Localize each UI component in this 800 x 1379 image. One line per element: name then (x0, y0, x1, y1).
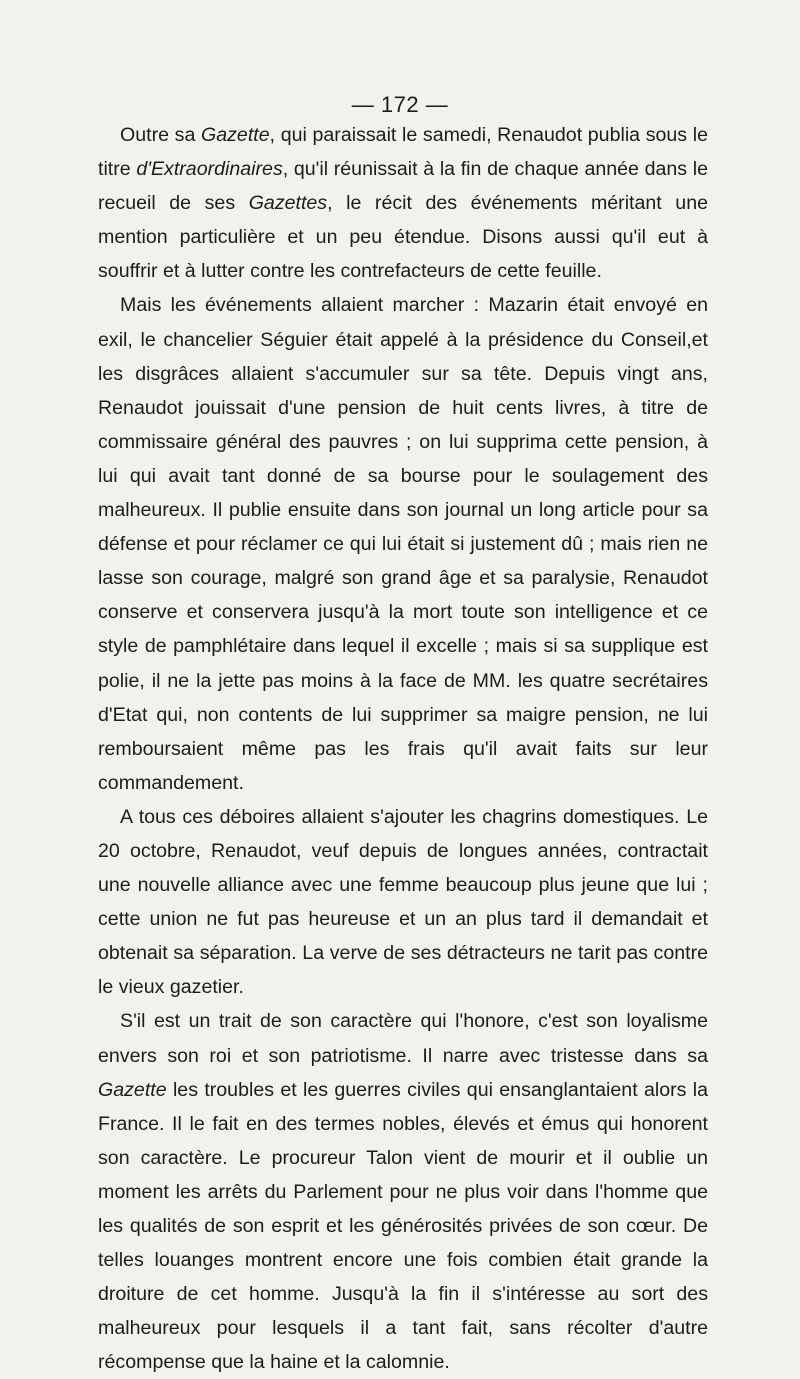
paragraph-1 (98, 118, 708, 288)
body-text (98, 118, 708, 1379)
italic-title-gazette: Gazette (201, 124, 270, 146)
italic-title-extraordinaires: d'Extraordinaires (136, 158, 283, 181)
paragraph-4 (98, 1004, 708, 1379)
text-segment: , le récit des événements méritant une mention particulière et un peu étendue. Disons aussi qu'il eut à souffrir et à lutter contre les contrefacteurs de cette feuille. (98, 192, 708, 283)
paragraph-2 (98, 288, 708, 799)
text-segment: les troubles et les guerres civiles qui ensanglantaient alors la France. Il le fait en des termes nobles, élevés et émus qui honorent son caractère. Le procureur Talon vient de mourir et il oublie un moment les arrêts du Parlement pour ne plus voir dans l'homme que les qualités de son esprit et les générosités privées de son cœur. De telles louanges montrent encore une fois combien était grande la droiture de cet homme. Jusqu'à la fin il s'intéresse au sort des malheureux pour lesquels il a tant fait, sans récolter d'autre récompense que la haine et la calomnie. (98, 1078, 708, 1374)
text-segment: , qui paraissait le samedi, Renaudot publia sous le titre (98, 124, 709, 181)
text-segment: S'il est un trait de son caractère qui l'honore, c'est son loyalisme envers son roi et son patriotisme. Il narre avec tristesse dans sa (98, 1010, 708, 1067)
text-segment: Mais les événements allaient marcher : Mazarin était envoyé en exil, le chancelier Séguier était appelé à la présidence du Conseil,et les disgrâces allaient s'accumuler sur sa tête. Depuis vingt ans, Renaudot jouissait d'une pension de huit cents livres, à titre de commissaire général des pauvres ; on lui supprima cette pension, à lui qui avait tant donné de sa bourse pour le soulagement des malheureux. Il publie ensuite dans son journal un long article pour sa défense et pour réclamer ce qui lui était si justement dû ; mais rien ne lasse son courage, malgré son grand âge et sa paralysie, Renaudot conserve et conservera jusqu'à la mort toute son intelligence et ce style de pamphlétaire dans lequel il excelle ; mais si sa supplique est polie, il ne la jette pas moins à la face de MM. les quatre secrétaires d'Etat qui, non contents de lui supprimer sa maigre pension, ne lui remboursaient même pas les frais qu'il avait faits sur leur commandement. (98, 294, 708, 794)
italic-title-gazettes: Gazettes (248, 192, 328, 215)
italic-title-gazette: Gazette (98, 1078, 167, 1101)
text-segment: Outre sa (120, 124, 201, 146)
paragraph-3 (98, 800, 708, 1005)
text-segment: , qu'il réunissait à la fin de chaque année dans le recueil de ses (98, 158, 709, 215)
text-segment: A tous ces déboires allaient s'ajouter les chagrins domestiques. Le 20 octobre, Renaudot, veuf depuis de longues années, contractait une nouvelle alliance avec une femme beaucoup plus jeune que lui ; cette union ne fut pas heureuse et un an plus tard il demandait et obtenait sa séparation. La verve de ses détracteurs ne tarit pas contre le vieux gazetier. (98, 805, 708, 999)
page-number: — 172 — (351, 92, 449, 117)
